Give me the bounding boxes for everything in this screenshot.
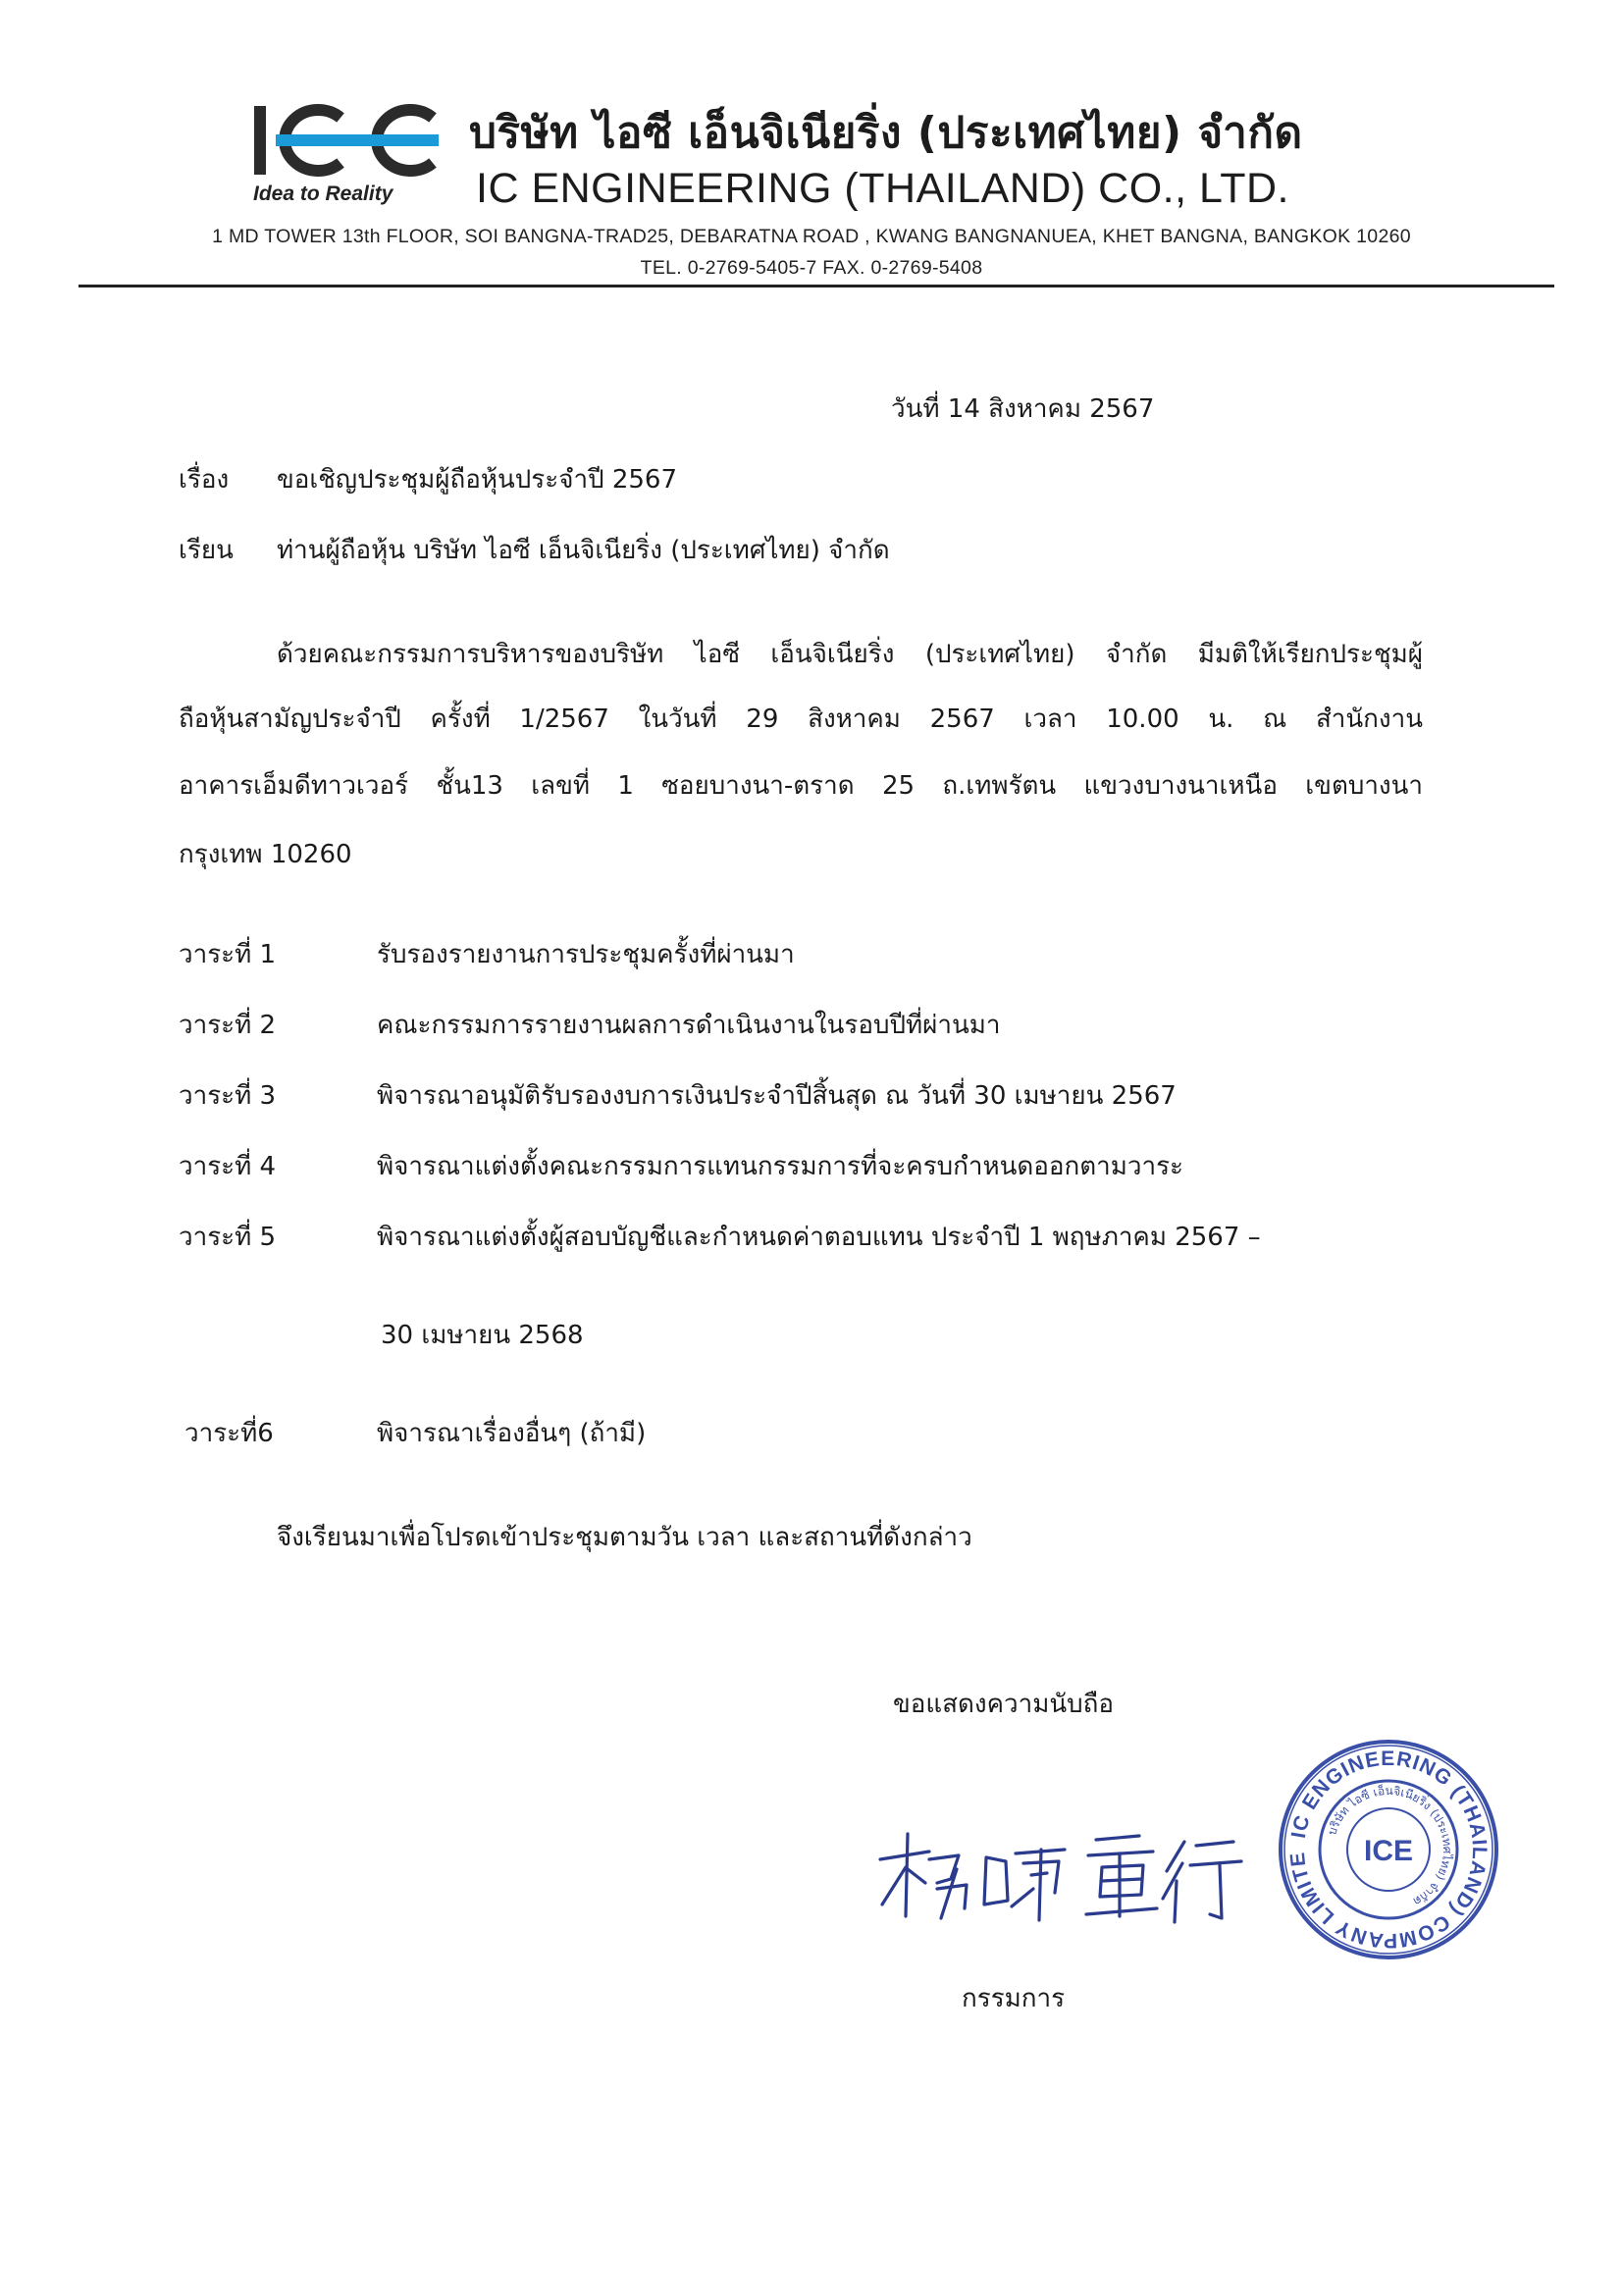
agenda-label: วาระที่ 5 xyxy=(179,1223,277,1252)
letter-date: วันที่ 14 สิงหาคม 2567 xyxy=(891,394,1155,424)
signer-title: กรรมการ xyxy=(962,1984,1066,2013)
agenda-label: วาระที่ 1 xyxy=(179,940,277,969)
agenda-text: พิจารณาแต่งตั้งผู้สอบบัญชีและกำหนดค่าตอบแทน ประจำปี 1 พฤษภาคม 2567 – xyxy=(377,1223,1261,1252)
recipient-text: ท่านผู้ถือหุ้น บริษัท ไอซี เอ็นจิเนียริ่ง (ประเทศไทย) จำกัด xyxy=(277,536,890,565)
agenda-text: พิจารณาเรื่องอื่นๆ (ถ้ามี) xyxy=(377,1419,647,1448)
recipient-label: เรียน xyxy=(179,536,234,565)
closing-line: จึงเรียนมาเพื่อโปรดเข้าประชุมตามวัน เวลา และสถานที่ดังกล่าว xyxy=(277,1523,972,1552)
body-line-3: อาคารเอ็มดีทาวเวอร์ ชั้น13 เลขที่ 1 ซอยบางนา-ตราด 25 ถ.เทพรัตน แขวงบางนาเหนือ เขตบางนา xyxy=(179,771,1423,801)
agenda-label: วาระที่ 3 xyxy=(179,1081,277,1111)
subject-label: เรื่อง xyxy=(179,465,230,495)
agenda-text: พิจารณาอนุมัติรับรองงบการเงินประจำปีสิ้นสุด ณ วันที่ 30 เมษายน 2567 xyxy=(377,1081,1177,1111)
company-name-thai: บริษัท ไอซี เอ็นจิเนียริ่ง (ประเทศไทย) จำกัด xyxy=(469,108,1303,158)
agenda-text: รับรองรายงานการประชุมครั้งที่ผ่านมา xyxy=(377,940,795,969)
agenda-label: วาระที่ 2 xyxy=(179,1011,277,1040)
logo-tagline: Idea to Reality xyxy=(253,183,393,205)
agenda-label: วาระที่6 xyxy=(184,1419,274,1448)
company-name-english: IC ENGINEERING (THAILAND) CO., LTD. xyxy=(476,165,1289,212)
signature-image xyxy=(868,1820,1251,1928)
agenda-text: คณะกรรมการรายงานผลการดำเนินงานในรอบปีที่ผ่านมา xyxy=(377,1011,1001,1040)
company-logo xyxy=(250,102,446,179)
seal-center-text: ICE xyxy=(1363,1835,1414,1867)
complimentary-close: ขอแสดงความนับถือ xyxy=(893,1690,1114,1719)
agenda-label: วาระที่ 4 xyxy=(179,1152,277,1181)
subject-text: ขอเชิญประชุมผู้ถือหุ้นประจำปี 2567 xyxy=(277,465,678,495)
seal-outer-text: IC ENGINEERING (THAILAND) COMPANY LIMITE xyxy=(1285,1747,1492,1953)
company-tel-fax: TEL. 0-2769-5405-7 FAX. 0-2769-5408 xyxy=(640,257,983,279)
company-seal xyxy=(1276,1737,1501,1962)
body-line-2: ถือหุ้นสามัญประจำปี ครั้งที่ 1/2567 ในวันที่ 29 สิงหาคม 2567 เวลา 10.00 น. ณ สำนักงาน xyxy=(179,704,1423,734)
seal-inner-text: บริษัท ไอซี เอ็นจิเนียริ่ง (ประเทศไทย) จำกัด xyxy=(1325,1783,1455,1909)
company-address: 1 MD TOWER 13th FLOOR, SOI BANGNA-TRAD25, DEBARATNA ROAD , KWANG BANGNANUEA, KHET BANGNA, BANGKOK 10260 xyxy=(212,226,1411,247)
body-line-1: ด้วยคณะกรรมการบริหารของบริษัท ไอซี เอ็นจิเนียริ่ง (ประเทศไทย) จำกัด มีมติให้เรียกประชุมผู้ xyxy=(277,640,1423,669)
body-line-4: กรุงเทพ 10260 xyxy=(179,840,352,869)
agenda-continuation: 30 เมษายน 2568 xyxy=(381,1321,584,1350)
header-divider xyxy=(79,285,1554,287)
agenda-text: พิจารณาแต่งตั้งคณะกรรมการแทนกรรมการที่จะครบกำหนดออกตามวาระ xyxy=(377,1152,1184,1181)
